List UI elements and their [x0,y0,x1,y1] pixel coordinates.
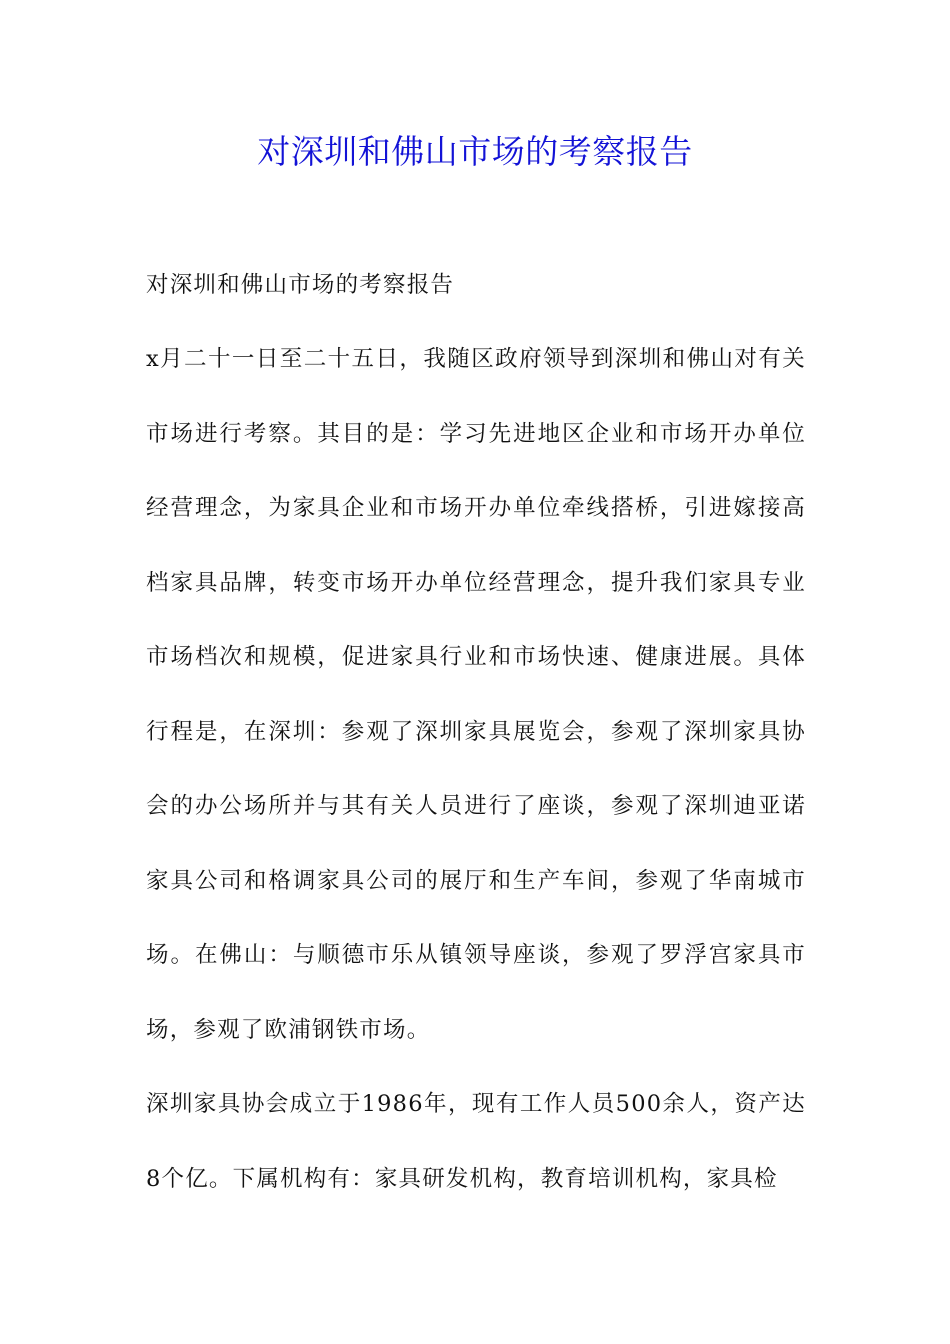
document-subtitle: 对深圳和佛山市场的考察报告 [146,272,455,298]
document-title: 对深圳和佛山市场的考察报告 [257,132,693,171]
paragraph-itinerary: x月二十一日至二十五日，我随区政府领导到深圳和佛山对有关市场进行考察。其目的是：学习先进地区企业和市场开办单位经营理念，为家具企业和市场开办单位牵线搭桥，引进嫁接高档家具品牌，转变市场开办单位经营理念，提升我们家具专业市场档次和规模，促进家具行业和市场快速、健康进展。具体行程是，在深圳：参观了深圳家具展览会，参观了深圳家具协会的办公场所并与其有关人员进行了座谈，参观了深圳迪亚诺家具公司和格调家具公司的展厅和生产车间，参观了华南城市场。在佛山：与顺德市乐从镇领导座谈，参观了罗浮宫家具市场，参观了欧浦钢铁市场。 [146,346,806,1043]
paragraph-association: 深圳家具协会成立于1986年，现有工作人员500余人，资产达8个亿。下属机构有：家具研发机构，教育培训机构，家具检 [146,1091,806,1192]
